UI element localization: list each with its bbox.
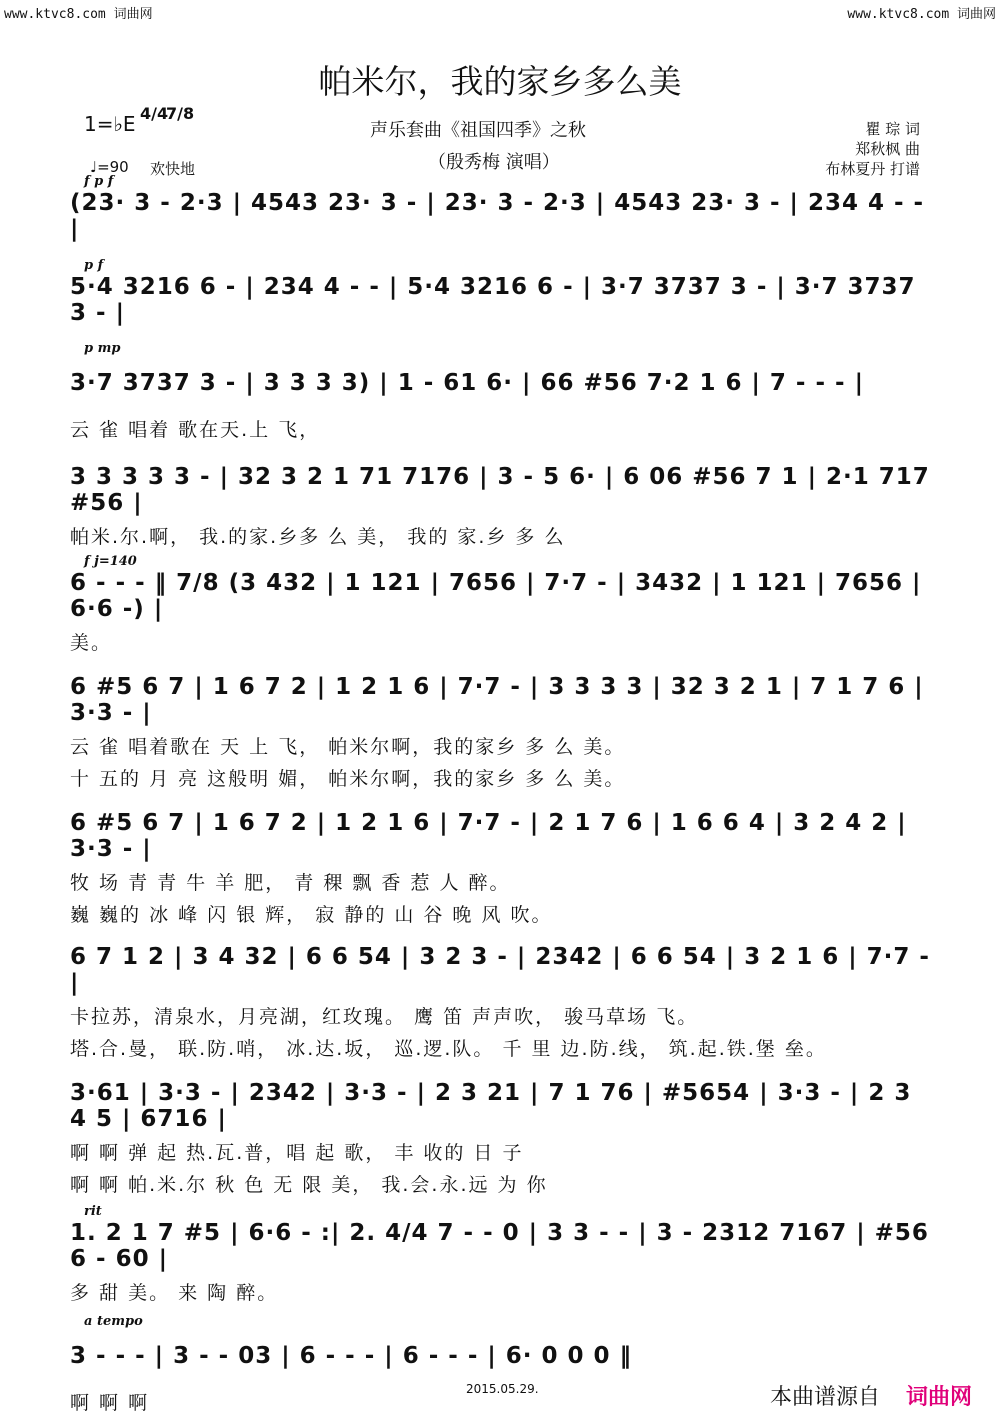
dynamics-marking: f j=140 xyxy=(84,554,137,569)
song-title: 帕米尔，我的家乡多么美 xyxy=(318,62,682,101)
transcriber-credit: 布林夏丹 打谱 xyxy=(825,160,920,178)
footer-source-text: 本曲谱源自 xyxy=(770,1385,881,1410)
notation-line: 1. 2 1 7 #5 | 6·6 - :| 2. 4/4 7 - - 0 | 3 3 - - | 3 - 2312 7167 | #56 6 - 60 | xyxy=(70,1220,929,1272)
lyric-line: 云 雀 唱着歌在 天 上 飞， 帕米尔啊，我的家乡 多 么 美。 xyxy=(70,736,626,758)
dynamics-marking: p mp xyxy=(84,341,121,356)
singer: （殷秀梅 演唱） xyxy=(428,152,560,173)
lyric-line: 牧 场 青 青 牛 羊 肥， 青 稞 飘 香 惹 人 醉。 xyxy=(70,872,511,894)
notation-line: 6 7 1 2 | 3 4 32 | 6 6 54 | 3 2 3 - | 2342 | 6 6 54 | 3 2 1 6 | 7·7 - | xyxy=(70,944,930,996)
footer-brand-logo: 词曲网 xyxy=(906,1385,973,1410)
notation-line: 3 3 3 3 3 - | 32 3 2 1 71 7176 | 3 - 5 6· | 6 06 #56 7 1 | 2·1 717 #56 | xyxy=(70,464,930,516)
composer-credit: 郑秋枫 曲 xyxy=(855,140,920,158)
lyric-line: 巍 巍的 冰 峰 闪 银 辉， 寂 静的 山 谷 晚 风 吹。 xyxy=(70,904,553,926)
key-signature: 1=♭E xyxy=(84,112,136,136)
tempo-marking: ♩=90 xyxy=(90,158,129,176)
lyric-line: 帕米.尔.啊， 我.的家.乡多 么 美， 我的 家.乡 多 么 xyxy=(70,526,566,548)
date-stamp: 2015.05.29. xyxy=(466,1382,539,1396)
dynamics-marking: rit xyxy=(84,1204,102,1219)
watermark-left: www.ktvc8.com 词曲网 xyxy=(4,7,153,22)
dynamics-marking: p f xyxy=(84,258,104,273)
lyric-line: 塔.合.曼， 联.防.哨， 冰.达.坂， 巡.逻.队。 千 里 边.防.线， 筑.起.铁.堡 垒。 xyxy=(70,1038,827,1060)
notation-line: 6 - - - ‖ 7/8 (3 432 | 1 121 | 7656 | 7·7 - | 3432 | 1 121 | 7656 | 6·6 -) | xyxy=(70,570,922,622)
lyric-line: 卡拉苏，清泉水，月亮湖，红玫瑰。 鹰 笛 声声吹， 骏马草场 飞。 xyxy=(70,1006,699,1028)
notation-line: 3·61 | 3·3 - | 2342 | 3·3 - | 2 3 21 | 7 1 76 | #5654 | 3·3 - | 2 3 4 5 | 6716 | xyxy=(70,1080,912,1132)
watermark-right: www.ktvc8.com 词曲网 xyxy=(847,7,996,22)
lyric-line: 啊 啊 啊 xyxy=(70,1392,150,1414)
notation-line: (23· 3 - 2·3 | 4543 23· 3 - | 23· 3 - 2·3 | 4543 23· 3 - | 234 4 - - | xyxy=(70,190,925,242)
lyric-line: 美。 xyxy=(70,632,113,654)
lyric-line: 云 雀 唱着 歌在天.上 飞， xyxy=(70,419,321,441)
lyricist-credit: 瞿 琮 词 xyxy=(865,120,920,138)
subtitle: 声乐套曲《祖国四季》之秋 xyxy=(370,120,586,141)
notation-line: 6 #5 6 7 | 1 6 7 2 | 1 2 1 6 | 7·7 - | 3 3 3 3 | 32 3 2 1 | 7 1 7 6 | 3·3 - | xyxy=(70,674,924,726)
time-signature-1: 4/4 xyxy=(140,104,169,123)
dynamics-marking: f p f xyxy=(84,174,114,189)
lyric-line: 啊 啊 帕.米.尔 秋 色 无 限 美， 我.会.永.远 为 你 xyxy=(70,1174,548,1196)
notation-line: 5·4 3216 6 - | 234 4 - - | 5·4 3216 6 - | 3·7 3737 3 - | 3·7 3737 3 - | xyxy=(70,274,916,326)
lyric-line: 啊 啊 弹 起 热.瓦.普，唱 起 歌， 丰 收的 日 子 xyxy=(70,1142,524,1164)
notation-line: 3·7 3737 3 - | 3 3 3 3) | 1 - 61 6· | 66 #56 7·2 1 6 | 7 - - - | xyxy=(70,370,864,396)
dynamics-marking: a tempo xyxy=(84,1314,143,1329)
tempo-word: 欢快地 xyxy=(150,160,196,178)
notation-line: 6 #5 6 7 | 1 6 7 2 | 1 2 1 6 | 7·7 - | 2 1 7 6 | 1 6 6 4 | 3 2 4 2 | 3·3 - | xyxy=(70,810,907,862)
lyric-line: 十 五的 月 亮 这般明 媚， 帕米尔啊，我的家乡 多 么 美。 xyxy=(70,768,626,790)
time-signature-2: 7/8 xyxy=(166,104,195,123)
notation-line: 3 - - - | 3 - - 03 | 6 - - - | 6 - - - | 6· 0 0 0 ‖ xyxy=(70,1343,633,1369)
lyric-line: 多 甜 美。 来 陶 醉。 xyxy=(70,1282,279,1304)
